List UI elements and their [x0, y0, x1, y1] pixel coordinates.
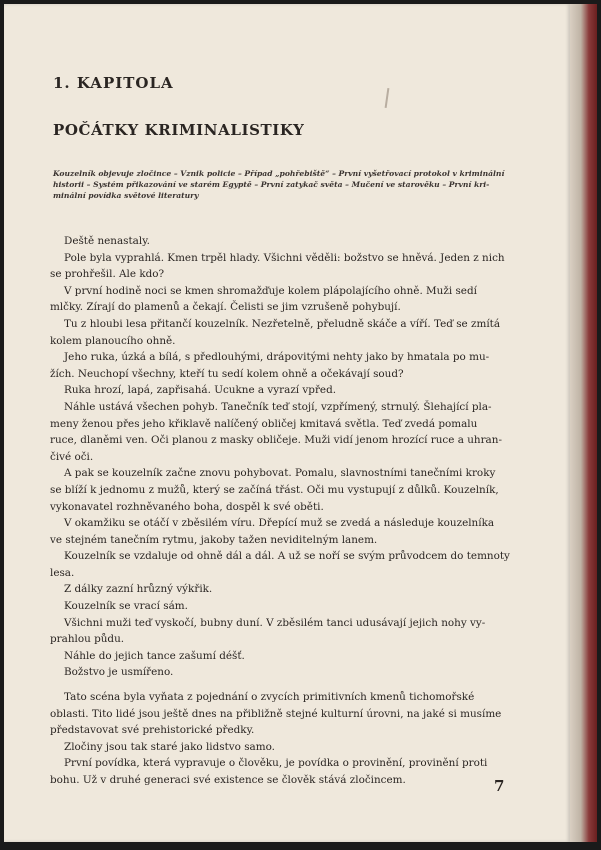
- body-line: lesa.: [50, 566, 75, 579]
- page-number: 7: [494, 777, 505, 795]
- abstract-line: minální povídka světové literatury: [53, 191, 199, 200]
- body-line: Náhle ustává všechen pohyb. Tanečník teď stojí, vzpřímený, strnulý. Šlehající pla-: [64, 400, 492, 413]
- book-page: [4, 4, 570, 842]
- abstract-line: historii – Systém přikazování ve starém Egyptě – První zatykač světa – Mučení ve starověku – První kri-: [53, 180, 490, 189]
- body-line: se prohřešil. Ale kdo?: [50, 268, 165, 281]
- book-spine: [570, 4, 597, 842]
- body-line: A pak se kouzelník začne znovu pohybovat. Pomalu, slavnostními tanečními kroky: [64, 467, 496, 480]
- body-line: bohu. Už v druhé generaci své existence se člověk stává zločincem.: [50, 774, 406, 786]
- paragraph-gap: [50, 681, 510, 689]
- body-line: prahlou půdu.: [50, 633, 125, 646]
- body-line: Deště nenastaly.: [64, 235, 150, 247]
- body-line: Kouzelník se vrací sám.: [64, 600, 188, 613]
- body-line: ve stejném tanečním rytmu, jakoby tažen neviditelným lanem.: [50, 533, 378, 546]
- body-line: Tato scéna byla vyňata z pojednání o zvycích primitivních kmenů tichomořské: [64, 691, 475, 704]
- body-text: [50, 233, 510, 789]
- body-line: Ruka hrozí, lapá, zapřisahá. Ucukne a vyrazí vpřed.: [64, 384, 337, 397]
- body-line: vykonavatel rozhněvaného boha, dospěl k své oběti.: [50, 500, 324, 513]
- body-line: žích. Neuchopí všechny, kteří tu sedí kolem ohně a očekávají soud?: [50, 367, 404, 380]
- body-line: meny ženou přes jeho křiklavě nalíčený obličej kmitavá světla. Teď zvedá pomalu: [50, 417, 478, 430]
- body-line: Pole byla vyprahlá. Kmen trpěl hlady. Všichni věděli: božstvo se hněvá. Jeden z nich: [64, 251, 505, 264]
- body-line: čivé oči.: [50, 450, 94, 463]
- body-line: se blíží k jednomu z mužů, který se začíná třást. Oči mu vystupují z důlků. Kouzelník,: [50, 483, 499, 496]
- body-line: ruce, dlaněmi ven. Oči planou z masky obličeje. Muži vidí jenom hrozící ruce a uhran-: [50, 434, 502, 447]
- body-line: V první hodině noci se kmen shromažďuje kolem plápolajícího ohně. Muži sedí: [64, 284, 477, 297]
- pencil-mark: [385, 88, 390, 108]
- body-line: Zločiny jsou tak staré jako lidstvo samo.: [64, 740, 275, 753]
- body-line: Z dálky zazní hrůzný výkřik.: [64, 583, 213, 596]
- body-line: Kouzelník se vzdaluje od ohně dál a dál. A už se noří se svým průvodcem do temnoty: [64, 550, 510, 563]
- body-line: kolem planoucího ohně.: [50, 334, 176, 347]
- body-line: V okamžiku se otáčí v zběsilém víru. Dřepící muž se zvedá a následuje kouzelníka: [64, 517, 495, 530]
- body-line: oblasti. Tito lidé jsou ještě dnes na přibližně stejné kulturní úrovni, na jaké si musíme: [50, 707, 502, 720]
- body-line: První povídka, která vypravuje o člověku, je povídka o provinění, provinění proti: [64, 757, 488, 770]
- body-line: představovat své prehistorické předky.: [50, 724, 255, 737]
- body-line: Náhle do jejich tance zašumí déšť.: [64, 649, 245, 662]
- body-line: Jeho ruka, úzká a bílá, s předlouhými, drápovitými nehty jako by hmatala po mu-: [64, 351, 490, 364]
- chapter-heading: 1. KAPITOLA: [53, 74, 174, 92]
- body-line: Všichni muži teď vyskočí, bubny duní. V zběsilém tanci udusávají jejich nohy vy-: [64, 616, 486, 629]
- chapter-abstract: [53, 168, 510, 201]
- body-line: Božstvo je usmířeno.: [64, 666, 174, 679]
- body-line: Tu z hloubi lesa přitančí kouzelník. Nezřetelně, přeludně skáče a víří. Teď se zmítá: [64, 317, 501, 330]
- body-line: mlčky. Zírají do plamenů a čekají. Čelisti se jim vzrušeně pohybují.: [50, 301, 401, 314]
- abstract-line: Kouzelník objevuje zločince – Vznik policie – Případ „pohřebiště“ – První vyšetřovací protokol v kriminální: [53, 169, 505, 178]
- chapter-title: POČÁTKY KRIMINALISTIKY: [53, 121, 305, 139]
